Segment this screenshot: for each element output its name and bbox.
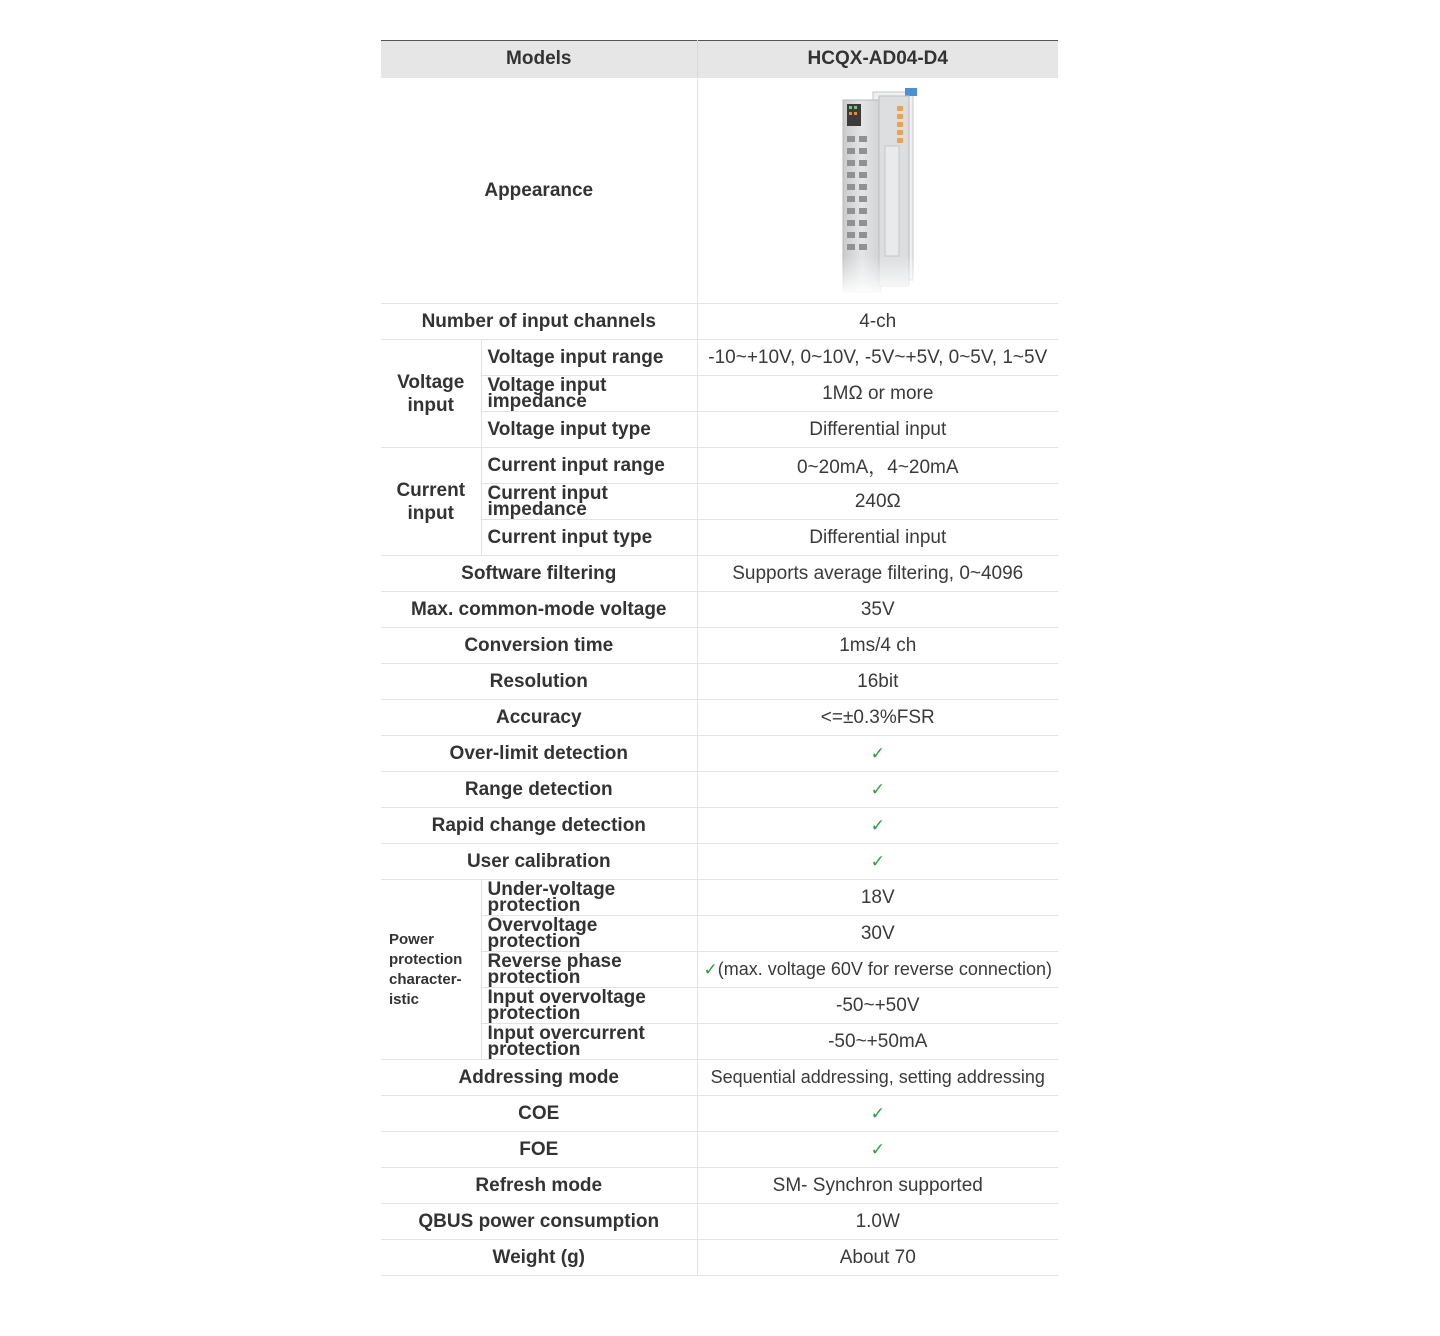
voltage-impedance-line1: Voltage input [487, 374, 607, 396]
under-voltage-label [481, 880, 697, 916]
over-limit-label: Over-limit detection [381, 736, 697, 772]
software-filtering-label: Software filtering [381, 556, 697, 592]
input-channels-row [381, 304, 1058, 340]
appearance-row [381, 78, 1058, 304]
input-channels-label: Number of input channels [381, 304, 697, 340]
qbus-power-value: 1.0W [697, 1204, 1058, 1240]
check-icon: ✓ [870, 743, 885, 763]
voltage-group-line1: Voltage [397, 371, 465, 393]
resolution-row [381, 664, 1058, 700]
addressing-mode-row [381, 1060, 1058, 1096]
header-row [381, 41, 1058, 78]
resolution-label: Resolution [381, 664, 697, 700]
models-label: Models [381, 41, 697, 78]
voltage-impedance-value: 1MΩ or more [697, 376, 1058, 412]
user-calibration-value [697, 844, 1058, 880]
reverse-phase-label [481, 952, 697, 988]
addressing-mode-value: Sequential addressing, setting addressing [697, 1060, 1058, 1096]
foe-value [697, 1132, 1058, 1168]
voltage-group-line2: input [407, 394, 454, 416]
weight-row [381, 1240, 1058, 1276]
current-group-line1: Current [396, 479, 466, 501]
voltage-impedance-row [381, 376, 1058, 412]
common-mode-value: 35V [697, 592, 1058, 628]
reverse-phase-value [697, 952, 1058, 988]
user-calibration-label: User calibration [381, 844, 697, 880]
resolution-value: 16bit [697, 664, 1058, 700]
input-overvoltage-label [481, 988, 697, 1024]
common-mode-row [381, 592, 1058, 628]
rapid-change-value [697, 808, 1058, 844]
io-module-image [833, 86, 923, 296]
spec-table [381, 40, 1058, 1276]
conversion-time-label: Conversion time [381, 628, 697, 664]
input-overvoltage-row [381, 988, 1058, 1024]
power-protection-group-label [381, 880, 481, 1060]
refresh-mode-row [381, 1168, 1058, 1204]
voltage-input-group-label [381, 340, 481, 448]
overvoltage-value: 30V [697, 916, 1058, 952]
user-calibration-row [381, 844, 1058, 880]
current-range-label: Current input range [481, 448, 697, 484]
voltage-impedance-label [481, 376, 697, 412]
qbus-power-label: QBUS power consumption [381, 1204, 697, 1240]
accuracy-label: Accuracy [381, 700, 697, 736]
check-icon: ✓ [870, 779, 885, 799]
under-voltage-line2: protection [487, 894, 581, 916]
reverse-phase-row [381, 952, 1058, 988]
input-overcurrent-row [381, 1024, 1058, 1060]
foe-label: FOE [381, 1132, 697, 1168]
input-overvoltage-line1: Input overvoltage [487, 986, 646, 1008]
conversion-time-value: 1ms/4 ch [697, 628, 1058, 664]
coe-label: COE [381, 1096, 697, 1132]
voltage-impedance-line2: impedance [487, 390, 587, 412]
current-impedance-label [481, 484, 697, 520]
weight-label: Weight (g) [381, 1240, 697, 1276]
current-impedance-line2: impedance [487, 498, 587, 520]
foe-row [381, 1132, 1058, 1168]
software-filtering-row [381, 556, 1058, 592]
power-group-line4: istic [389, 990, 420, 1008]
check-icon: ✓ [870, 851, 885, 871]
current-impedance-row [381, 484, 1058, 520]
input-overcurrent-value: -50~+50mA [697, 1024, 1058, 1060]
overvoltage-row [381, 916, 1058, 952]
range-detection-value [697, 772, 1058, 808]
model-value: HCQX-AD04-D4 [697, 41, 1058, 78]
qbus-power-row [381, 1204, 1058, 1240]
accuracy-row [381, 700, 1058, 736]
addressing-mode-label: Addressing mode [381, 1060, 697, 1096]
current-type-row [381, 520, 1058, 556]
range-detection-row [381, 772, 1058, 808]
voltage-type-value: Differential input [697, 412, 1058, 448]
under-voltage-value: 18V [697, 880, 1058, 916]
voltage-type-label: Voltage input type [481, 412, 697, 448]
input-overcurrent-line2: protection [487, 1038, 581, 1060]
over-limit-value [697, 736, 1058, 772]
power-group-line2: protection [389, 950, 463, 968]
under-voltage-row [381, 880, 1058, 916]
overvoltage-line2: protection [487, 930, 581, 952]
current-type-value: Differential input [697, 520, 1058, 556]
refresh-mode-value: SM- Synchron supported [697, 1168, 1058, 1204]
coe-row [381, 1096, 1058, 1132]
current-group-line2: input [407, 502, 454, 524]
current-range-row [381, 448, 1058, 484]
current-impedance-line1: Current input [487, 482, 608, 504]
voltage-range-label: Voltage input range [481, 340, 697, 376]
rapid-change-label: Rapid change detection [381, 808, 697, 844]
power-group-line1: Power [389, 930, 435, 948]
check-icon: ✓ [870, 1103, 885, 1123]
input-overvoltage-line2: protection [487, 1002, 581, 1024]
appearance-label: Appearance [381, 78, 697, 304]
voltage-type-row [381, 412, 1058, 448]
weight-value: About 70 [697, 1240, 1058, 1276]
check-icon: ✓ [703, 960, 718, 979]
check-icon: ✓ [870, 815, 885, 835]
power-group-line3: character- [389, 970, 462, 988]
check-icon: ✓ [870, 1139, 885, 1159]
input-overvoltage-value: -50~+50V [697, 988, 1058, 1024]
software-filtering-value: Supports average filtering, 0~4096 [697, 556, 1058, 592]
current-input-group-label [381, 448, 481, 556]
current-range-value: 0~20mA，4~20mA [697, 448, 1058, 484]
common-mode-label: Max. common-mode voltage [381, 592, 697, 628]
under-voltage-line1: Under-voltage [487, 878, 616, 900]
current-type-label: Current input type [481, 520, 697, 556]
reverse-phase-line2: protection [487, 966, 581, 988]
reverse-phase-line1: Reverse phase [487, 950, 622, 972]
overvoltage-label [481, 916, 697, 952]
rapid-change-row [381, 808, 1058, 844]
over-limit-row [381, 736, 1058, 772]
reverse-phase-text: (max. voltage 60V for reverse connection) [717, 959, 1052, 979]
range-detection-label: Range detection [381, 772, 697, 808]
input-channels-value: 4-ch [697, 304, 1058, 340]
voltage-range-value: -10~+10V, 0~10V, -5V~+5V, 0~5V, 1~5V [697, 340, 1058, 376]
current-impedance-value: 240Ω [697, 484, 1058, 520]
input-overcurrent-line1: Input overcurrent [487, 1022, 645, 1044]
input-overcurrent-label [481, 1024, 697, 1060]
coe-value [697, 1096, 1058, 1132]
conversion-time-row [381, 628, 1058, 664]
accuracy-value: <=±0.3%FSR [697, 700, 1058, 736]
overvoltage-line1: Overvoltage [487, 914, 598, 936]
appearance-image-cell [697, 78, 1058, 304]
refresh-mode-label: Refresh mode [381, 1168, 697, 1204]
voltage-range-row [381, 340, 1058, 376]
